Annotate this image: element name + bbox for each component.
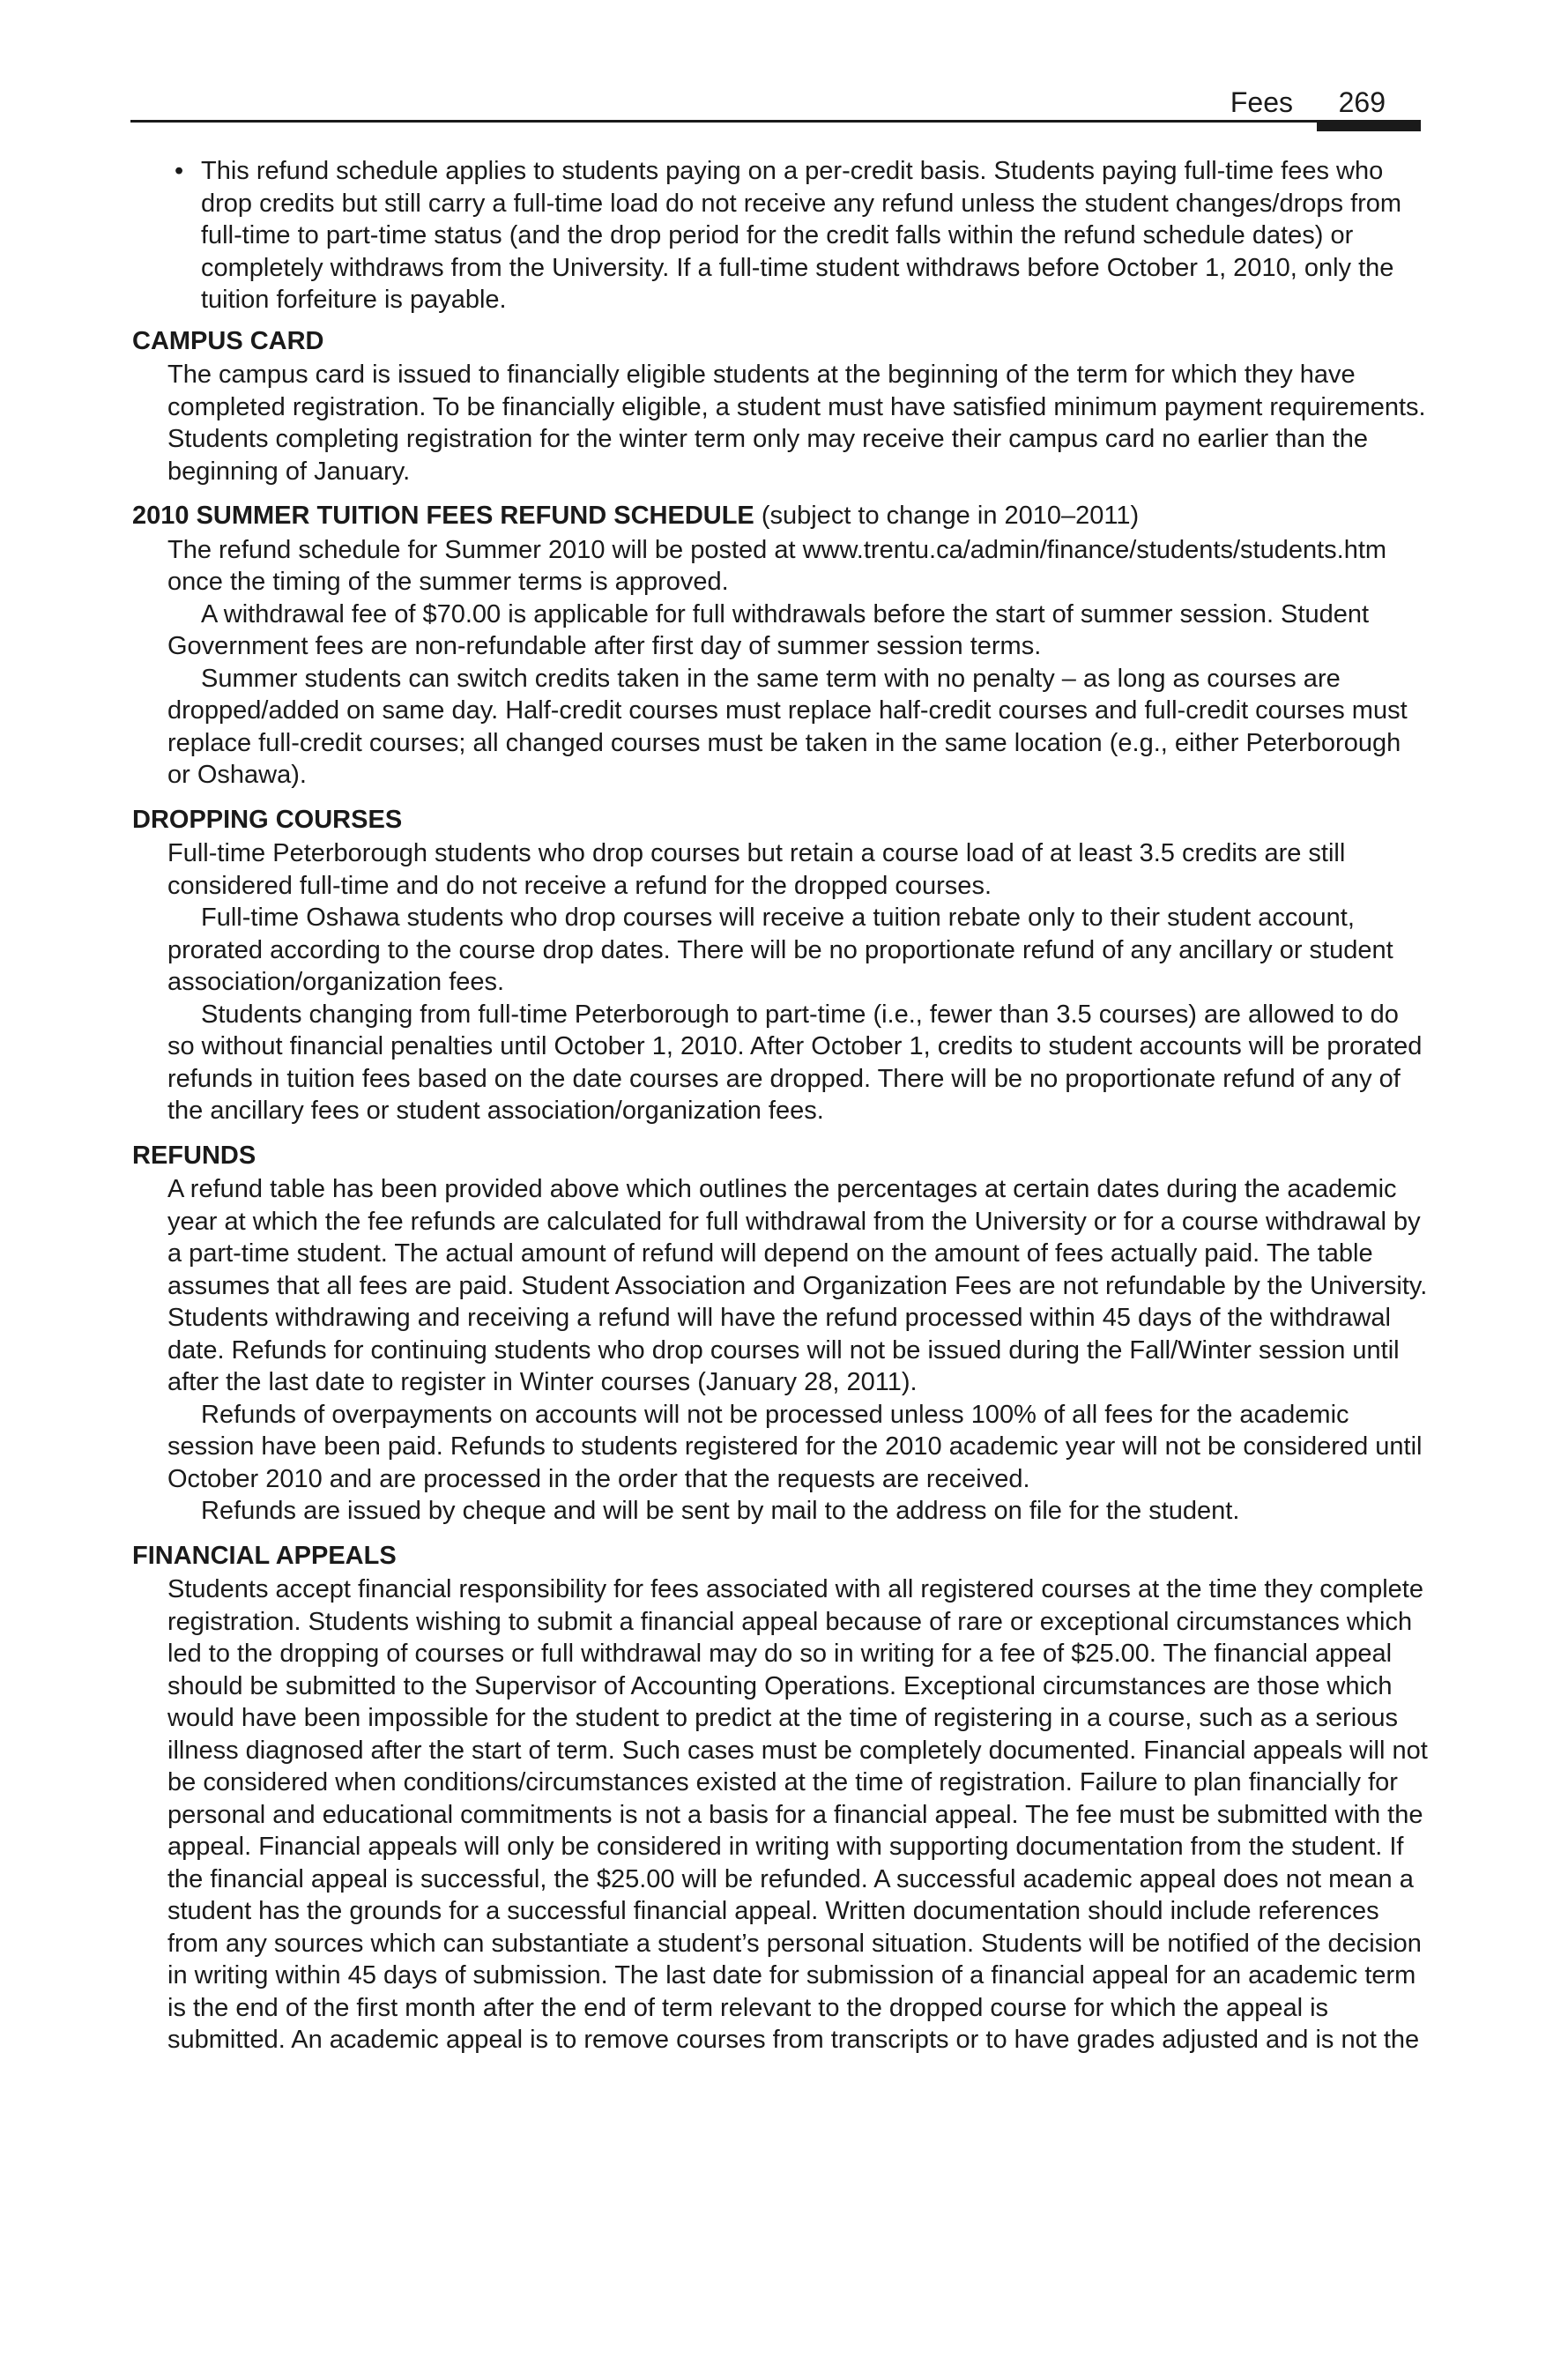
paragraph: The refund schedule for Summer 2010 will be posted at www.trentu.ca/admin/finance/students/students.htm once the timing of the summer terms is approved. xyxy=(167,535,1387,596)
section-body xyxy=(132,1573,1428,2056)
header-rule xyxy=(130,120,1421,123)
paragraph: Students changing from full-time Peterborough to part-time (i.e., fewer than 3.5 courses) are allowed to do so without financial penalties until October 1, 2010. After October 1, credits to student accounts will be prorated refunds in tuition fees based on the date courses are dropped. There will be no proportionate refund of any of the ancillary fees or student association/organization fees. xyxy=(167,1000,1423,1125)
section-heading-note: (subject to change in 2010–2011) xyxy=(761,502,1140,530)
page-number: 269 xyxy=(1338,86,1386,118)
paragraph: Refunds are issued by cheque and will be sent by mail to the address on file for the student. xyxy=(201,1497,1240,1525)
page-content xyxy=(132,155,1428,2069)
section-title: Fees xyxy=(1230,86,1293,118)
section-heading: CAMPUS CARD xyxy=(132,326,324,355)
section-body xyxy=(132,1173,1428,1528)
section-heading: DROPPING COURSES xyxy=(132,805,403,834)
paragraph: Full-time Peterborough students who drop courses but retain a course load of at least 3.5 credits are still considered full-time and do not receive a refund for the dropped courses. xyxy=(167,839,1346,900)
section-refunds xyxy=(132,1140,1428,1528)
section-dropping-courses xyxy=(132,804,1428,1127)
section-body xyxy=(132,534,1428,792)
paragraph: A withdrawal fee of $70.00 is applicable for full withdrawals before the start of summer session. Student Government fees are non-refundable after first day of summer session terms. xyxy=(167,599,1370,660)
section-heading: REFUNDS xyxy=(132,1141,256,1170)
paragraph: Students accept financial responsibility for fees associated with all registered courses at the time they complete registration. Students wishing to submit a financial appeal because of rare or exceptional circumstances which led to the dropping of courses or full withdrawal may do so in writing for a fee of $25.00. The financial appeal should be submitted to the Supervisor of Accounting Operations. Exceptional circumstances are those which would have been impossible for the student to predict at the time of registering in a course, such as a serious illness diagnosed after the start of term. Such cases must be completely documented. Financial appeals will not be considered when conditions/circumstances existed at the time of registration. Failure to plan financially for personal and educational commitments is not a basis for a financial appeal. The fee must be submitted with the appeal. Financial appeals will only be considered in writing with supporting documentation from the student. If the financial appeal is successful, the $25.00 will be refunded. A successful academic appeal does not mean a student has the grounds for a successful financial appeal. Written documentation should include references from any sources which can substantiate a student’s personal situation. Students will be notified of the decision in writing within 45 days of submission. The last date for submission of a financial appeal for an academic term is the end of the first month after the end of term relevant to the dropped course for which the appeal is submitted. An academic appeal is to remove courses from transcripts or to have grades adjusted and is not the xyxy=(167,1575,1428,2054)
section-body xyxy=(132,359,1428,487)
paragraph: Summer students can switch credits taken in the same term with no penalty – as long as courses are dropped/added on same day. Half-credit courses must replace half-credit courses and full-credit courses must replace full-credit courses; all changed courses must be taken in the same location (e.g., either Peterborough or Oshawa). xyxy=(167,664,1408,789)
paragraph: A refund table has been provided above which outlines the percentages at certain dates during the academic year at which the fee refunds are calculated for full withdrawal from the University or for a course withdrawal by a part-time student. The actual amount of refund will depend on the amount of fees actually paid. The table assumes that all fees are paid. Student Association and Organization Fees are not refundable by the University. Students withdrawing and receiving a refund will have the refund processed within 45 days of the withdrawal date. Refunds for continuing students who drop courses will not be issued during the Fall/Winter session until after the last date to register in Winter courses (January 28, 2011). xyxy=(167,1175,1428,1396)
header-tab-bar xyxy=(1317,120,1421,131)
section-summer-refund xyxy=(132,500,1428,792)
paragraph: Full-time Oshawa students who drop courses will receive a tuition rebate only to their student account, prorated according to the course drop dates. There will be no proportionate refund of any ancillary or student association/organization fees. xyxy=(167,904,1393,996)
section-heading-text: 2010 SUMMER TUITION FEES REFUND SCHEDULE xyxy=(132,502,754,530)
page-header xyxy=(130,85,1421,123)
section-body xyxy=(132,837,1428,1127)
paragraph: Refunds of overpayments on accounts will not be processed unless 100% of all fees for the academic session have been paid. Refunds to students registered for the 2010 academic year will not be considered until October 2010 and are processed in the order that the requests are received. xyxy=(167,1400,1423,1493)
section-campus-card xyxy=(132,325,1428,488)
section-heading xyxy=(132,500,1428,532)
bullet-text: This refund schedule applies to students paying on a per-credit basis. Students paying full-time fees who drop credits but still carry a full-time load do not receive any refund unless the student changes/drops from full-time to part-time status (and the drop period for the credit falls within the refund schedule dates) or completely withdraws from the University. If a full-time student withdraws before October 1, 2010, only the tuition forfeiture is payable. xyxy=(201,157,1402,314)
section-financial-appeals xyxy=(132,1540,1428,2056)
bullet-icon: • xyxy=(175,157,184,185)
paragraph: The campus card is issued to financially eligible students at the beginning of the term for which they have completed registration. To be financially eligible, a student must have satisfied minimum payment requirements. Students completing registration for the winter term only may receive their campus card no earlier than the beginning of January. xyxy=(167,361,1426,486)
bullet-item-refund-schedule xyxy=(132,155,1428,316)
section-heading: FINANCIAL APPEALS xyxy=(132,1541,397,1570)
